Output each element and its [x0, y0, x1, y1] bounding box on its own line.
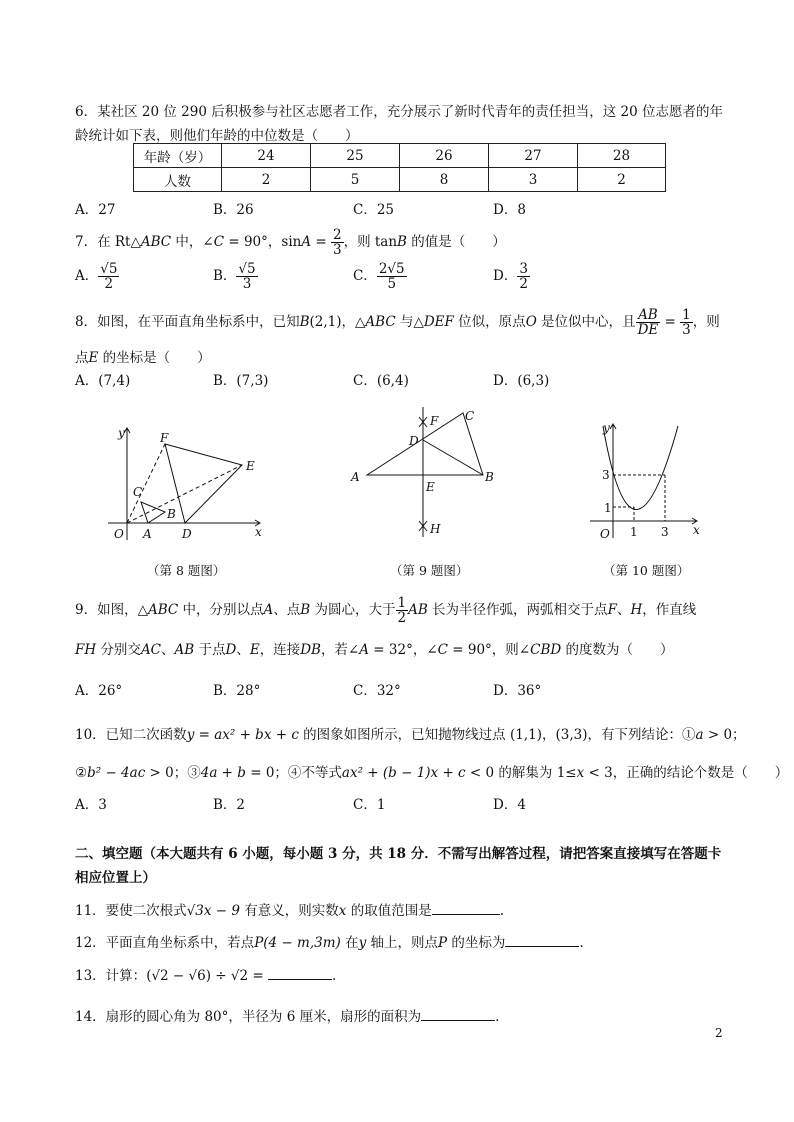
fraction: [98, 262, 119, 291]
text: B: [397, 234, 407, 251]
label-a: A: [143, 527, 152, 541]
text: 中，∠: [171, 234, 214, 251]
page-number: 2: [715, 1026, 723, 1040]
text: x: [338, 903, 347, 919]
fraction: [680, 308, 693, 337]
text: ，则: [692, 314, 720, 331]
table-row: [134, 168, 666, 192]
ray-of: [127, 444, 165, 523]
numerator: 2: [332, 227, 342, 243]
text: = 90°，sin: [224, 234, 302, 251]
text: =: [660, 314, 681, 331]
text: 于点: [194, 642, 226, 658]
table-cell: 2: [578, 168, 666, 192]
text: y: [358, 935, 367, 951]
text: =: [311, 234, 331, 251]
text: B: [299, 314, 310, 331]
text: D．: [493, 268, 518, 285]
parabola: [603, 426, 678, 510]
text: P: [438, 935, 448, 951]
table-cell: 26: [400, 144, 489, 168]
math-expression: (√2 − √6) ÷ √2 =: [146, 968, 268, 984]
text: DEF: [423, 314, 454, 331]
text: AC: [140, 642, 162, 658]
q10-stem-line1: [75, 723, 746, 743]
text: 9．如图，△: [75, 602, 148, 619]
text: .: [579, 935, 584, 951]
text: 4a + b: [200, 765, 246, 781]
q14: [75, 1005, 499, 1025]
q6-line2: 龄统计如下表，则他们年龄的中位数是（ ）: [75, 128, 359, 144]
text: 的度数为（ ）: [561, 642, 674, 658]
text: 的坐标为: [447, 935, 506, 951]
table-cell: 人数: [134, 168, 222, 192]
label-1-x: 1: [630, 525, 638, 539]
text: 点: [75, 350, 89, 366]
fraction: [396, 596, 409, 625]
answer-blank[interactable]: [432, 902, 500, 915]
label-y: y: [603, 421, 610, 435]
text: ，则 tan: [343, 234, 398, 251]
text: A: [301, 234, 312, 251]
q8-option-a: A．(7,4): [75, 373, 131, 389]
figure-8: [100, 420, 270, 545]
q7-option-b: [213, 262, 258, 291]
label-c: C: [133, 485, 143, 499]
text: ，若∠: [320, 642, 360, 658]
figure-10-caption: （第 10 题图）: [603, 563, 690, 578]
text: (2,1)，△: [309, 314, 366, 331]
text: B．: [213, 268, 237, 285]
text: .: [499, 903, 504, 919]
section-2-heading-line1: 二、填空题（本大题共有 6 小题，每小题 3 分，共 18 分．不需写出解答过程，请把答案直接填写在答题卡: [75, 846, 722, 862]
fraction: [236, 262, 257, 291]
text: A: [359, 642, 369, 658]
denominator: 3: [332, 242, 342, 259]
numerator: 3: [519, 261, 528, 277]
label-d: D: [409, 434, 419, 448]
text: 7．在 Rt△: [75, 234, 141, 251]
text: > 0；: [703, 727, 746, 743]
q8-stem-line1: [75, 308, 720, 337]
q10-option-c: C．1: [353, 797, 386, 813]
q7-stem: [75, 228, 506, 257]
numerator: 1: [397, 595, 407, 611]
text: 、: [616, 602, 631, 619]
answer-blank[interactable]: [505, 934, 579, 947]
q9-option-d: D．36°: [493, 683, 542, 699]
numerator: √5: [100, 261, 118, 277]
q8-option-b: B．(7,3): [213, 373, 269, 389]
text: AB: [408, 602, 428, 619]
q9-stem-line2: [75, 638, 674, 658]
text: 在: [340, 935, 359, 951]
q6-option-c: C．25: [353, 202, 395, 218]
text: y = ax² + bx + c: [186, 727, 299, 743]
q6-option-a: A．27: [75, 202, 116, 218]
text: E: [249, 642, 260, 658]
q6-option-b: B．26: [213, 202, 254, 218]
numerator: 1: [682, 307, 691, 323]
text: P(4 − m,3m): [254, 935, 341, 951]
q6-line1: 6．某社区 20 位 290 后积极参与社区志愿者工作，充分展示了新时代青年的责任担当，这 20 位志愿者的年: [75, 104, 723, 120]
text: 14．扇形的圆心角为 80°，半径为 6 厘米，扇形的面积为: [75, 1009, 422, 1025]
text: x: [576, 765, 585, 781]
figure-9: [345, 405, 505, 545]
text: B: [300, 602, 311, 619]
label-d: D: [182, 527, 192, 541]
text: < 3，正确的结论个数是（ ）: [584, 765, 789, 781]
q9-option-a: A．26°: [75, 683, 123, 699]
text: DB: [300, 642, 321, 658]
numerator: √5: [238, 261, 256, 277]
table-cell: 年龄（岁）: [134, 144, 222, 168]
text: F: [607, 602, 617, 619]
text: .: [495, 1009, 500, 1025]
text: 13．计算：: [75, 968, 147, 984]
text: FH: [75, 642, 97, 658]
answer-blank[interactable]: [268, 967, 332, 980]
text: A: [263, 602, 274, 619]
denominator: 2: [397, 610, 407, 627]
text: = 90°，则∠: [447, 642, 531, 658]
label-e: E: [246, 459, 255, 473]
table-cell: 2: [222, 168, 311, 192]
fraction: [331, 228, 344, 257]
denominator: 2: [519, 276, 528, 293]
text: C: [437, 642, 448, 658]
text: 为圆心，大于: [310, 602, 396, 619]
text: ax² + (b − 1)x + c: [341, 765, 466, 781]
figure-10: [585, 418, 705, 548]
ray-oe: [127, 465, 242, 523]
table-row: [134, 144, 666, 168]
text: E: [88, 350, 99, 366]
text: 长为半径作弧，两弧相交于点: [427, 602, 608, 619]
text: 与△: [395, 314, 424, 331]
label-o: O: [114, 527, 124, 541]
text: a: [695, 727, 704, 743]
q7-option-a: [75, 262, 119, 291]
label-b: B: [485, 470, 494, 484]
fraction: [377, 262, 407, 291]
fraction: [517, 262, 530, 291]
text: CBD: [530, 642, 562, 658]
text: 有意义，则实数: [239, 903, 339, 919]
text: 分别交: [96, 642, 141, 658]
text: ABC: [140, 234, 172, 251]
q8-option-d: D．(6,3): [493, 373, 550, 389]
text: = 32°，∠: [369, 642, 438, 658]
q9-option-b: B．28°: [213, 683, 261, 699]
text: 12．平面直角坐标系中，若点: [75, 935, 255, 951]
text: ②: [75, 765, 88, 781]
text: b² − 4ac: [87, 765, 146, 781]
age-table: [133, 143, 666, 192]
q10-option-d: D．4: [493, 797, 526, 813]
radical-expression: √3x − 9: [186, 903, 240, 919]
numerator: 2√5: [378, 261, 405, 277]
label-o: O: [600, 527, 610, 541]
text: A．: [75, 268, 99, 285]
text: C: [213, 234, 225, 251]
label-e: E: [426, 480, 435, 494]
text: < 0 的解集为 1≤: [465, 765, 577, 781]
denominator: 2: [104, 276, 114, 293]
fraction: [636, 308, 661, 337]
text: O: [525, 314, 537, 331]
text: AB: [174, 642, 195, 658]
denominator: 5: [387, 276, 397, 293]
text: 8．如图，在平面直角坐标系中，已知: [75, 314, 300, 331]
q9-option-c: C．32°: [353, 683, 401, 699]
text: 10．已知二次函数: [75, 727, 187, 743]
text: = 0；④不等式: [245, 765, 342, 781]
text: 的坐标是（ ）: [98, 350, 211, 366]
q13: [75, 964, 336, 984]
label-b: B: [167, 507, 176, 521]
numerator: AB: [636, 308, 661, 323]
table-cell: 5: [311, 168, 400, 192]
label-c: C: [465, 409, 475, 423]
label-3-y: 3: [602, 468, 610, 482]
q10-option-a: A．3: [75, 797, 107, 813]
q9-stem-line1: [75, 596, 696, 625]
text: ，连接: [259, 642, 301, 658]
text: 位似，原点: [453, 314, 526, 331]
label-f: F: [160, 431, 169, 445]
table-cell: 25: [311, 144, 400, 168]
label-h: H: [430, 522, 441, 536]
segment-db: [423, 440, 483, 475]
text: 11．要使二次根式: [75, 903, 187, 919]
label-f: F: [430, 414, 439, 428]
text: 轴上，则点: [366, 935, 439, 951]
text: H: [630, 602, 643, 619]
text: ABC: [147, 602, 179, 619]
text: 、: [236, 642, 250, 658]
denominator: 3: [242, 276, 252, 293]
q8-stem-line2: [75, 346, 211, 366]
text: 是位似中心，且: [536, 314, 636, 331]
text: 中，分别以点: [178, 602, 264, 619]
denominator: DE: [637, 322, 659, 339]
q7-option-d: [493, 262, 530, 291]
triangle-def: [165, 444, 242, 523]
table-cell: 3: [489, 168, 578, 192]
denominator: 3: [682, 322, 691, 339]
table-cell: 27: [489, 144, 578, 168]
section-2-heading-line2: 相应位置上）: [75, 870, 156, 886]
table-cell: 24: [222, 144, 311, 168]
figure-8-caption: （第 8 题图）: [147, 563, 226, 578]
text: 、点: [273, 602, 301, 619]
q7-option-c: [353, 262, 407, 291]
q6-option-d: D．8: [493, 202, 526, 218]
q12: [75, 931, 584, 951]
text: C．: [353, 268, 377, 285]
label-y: y: [118, 426, 125, 440]
label-1-y: 1: [604, 501, 612, 515]
q10-stem-line2: [75, 761, 788, 781]
figure-9-caption: （第 9 题图）: [390, 563, 469, 578]
text: 的值是（ ）: [406, 234, 506, 251]
label-a: A: [351, 470, 360, 484]
text: > 0；③: [145, 765, 201, 781]
table-cell: 8: [400, 168, 489, 192]
label-x: x: [693, 523, 700, 537]
label-x: x: [255, 525, 262, 539]
q11: [75, 899, 504, 919]
table-cell: 28: [578, 144, 666, 168]
text: 、: [161, 642, 175, 658]
text: 的图象如图所示，已知抛物线过点 (1,1)，(3,3)，有下列结论：①: [298, 727, 696, 743]
text: D: [225, 642, 237, 658]
text: .: [331, 968, 337, 984]
q8-option-c: C．(6,4): [353, 373, 409, 389]
label-3-x: 3: [661, 525, 669, 539]
text: ，作直线: [642, 602, 697, 619]
q10-option-b: B．2: [213, 797, 246, 813]
text: 的取值范围是: [346, 903, 432, 919]
answer-blank[interactable]: [421, 1008, 495, 1021]
text: ABC: [365, 314, 396, 331]
